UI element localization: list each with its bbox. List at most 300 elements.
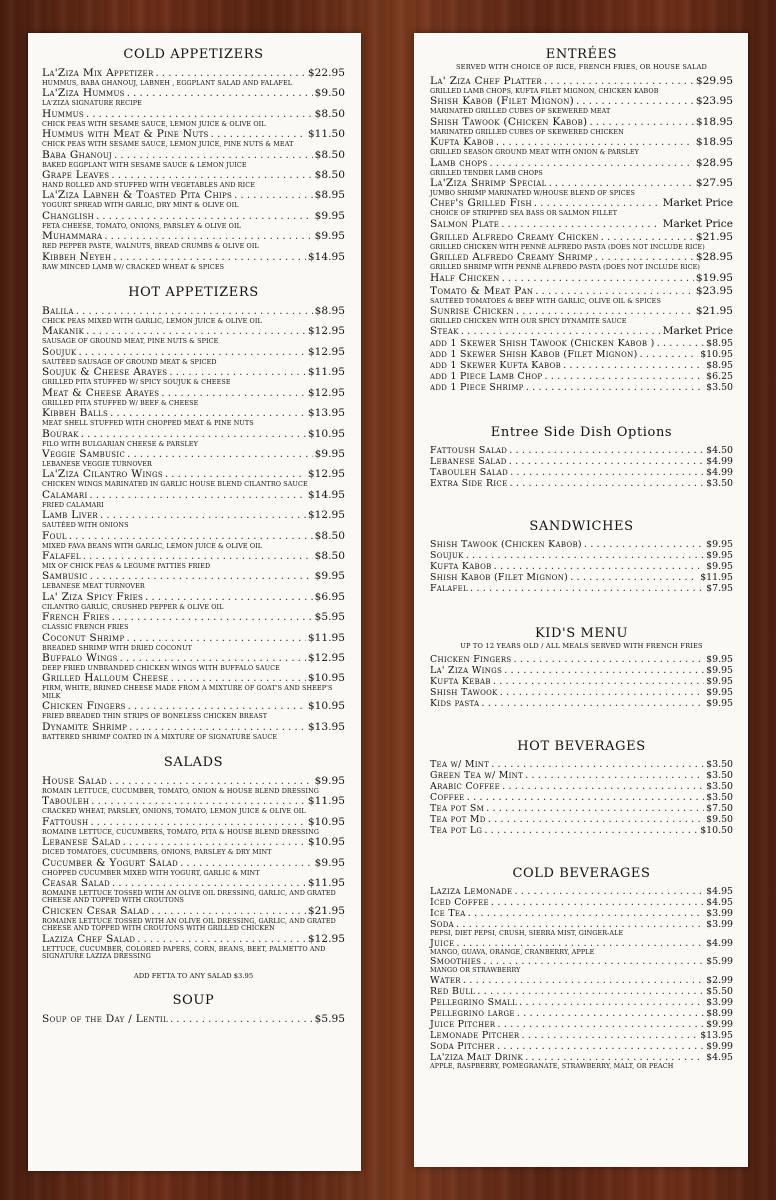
leader-dots: [502, 273, 694, 285]
section-soup: [42, 993, 345, 1026]
item-price: $9.50: [706, 814, 733, 826]
item-price: $5.50: [706, 985, 733, 997]
menu-item-row: [430, 975, 733, 986]
leader-dots: [502, 781, 704, 792]
item-name: Veggie Sambusic: [42, 447, 126, 460]
menu-item-fattoush-salad: [430, 445, 733, 456]
menu-item-grilled-halloum-cheese: [42, 672, 345, 700]
menu-item-sambusic: [42, 570, 345, 590]
leader-dots: [509, 445, 704, 456]
item-price: $3.50: [706, 770, 733, 782]
item-price: $9.50: [314, 87, 345, 100]
menu-item-foul: [42, 530, 345, 550]
item-name: Arabic Coffee: [430, 781, 501, 793]
leader-dots: [526, 382, 704, 393]
item-name: Salmon Plate: [430, 217, 500, 230]
menu-item-kufta-kebab: [430, 676, 733, 687]
menu-item-juice-pitcher: [430, 1019, 733, 1030]
menu-item-calamari: [42, 489, 345, 509]
item-name: Extra Side Rice: [430, 478, 508, 490]
item-name: Balila: [42, 305, 74, 318]
item-name: Tabouleh Salad: [430, 467, 509, 479]
item-name: La'Ziza Mix Appetizer: [42, 67, 154, 79]
leader-dots: [461, 326, 661, 338]
item-price: $4.95: [706, 897, 733, 909]
menu-item-falafel: [430, 583, 733, 594]
item-price: $8.95: [314, 305, 345, 318]
item-price: $11.95: [307, 795, 345, 808]
leader-dots: [481, 698, 704, 709]
item-description: RED PEPPER PASTE, WALNUTS, BREAD CRUMBS & OLIVE OIL: [42, 242, 259, 251]
item-price: $9.95: [706, 550, 733, 562]
menu-item-shish-tawook-chicken-kabob: [430, 116, 733, 136]
menu-item-makanik: [42, 325, 345, 345]
leader-dots: [489, 158, 693, 170]
menu-item-row: [430, 825, 733, 836]
menu-item-buffalo-wings: [42, 652, 345, 672]
item-description: APPLE, RASPBERRY, POMEGRANATE, STRAWBERRY, MALT, OR PEACH: [430, 1061, 674, 1070]
item-price: $4.50: [706, 445, 733, 457]
item-price: $9.95: [314, 447, 345, 460]
menu-item-row: [430, 231, 733, 244]
item-price: $10.50: [700, 825, 733, 837]
menu-item-add-1-piece-shrimp: [430, 382, 733, 393]
item-description: ROMAINE LETTUCE TOSSED WITH AN OLIVE OIL DRESSING, GARLIC, AND GRATED CHEESE AND TOPPED WITH CROUTONS: [42, 889, 336, 905]
menu-item-chicken-fingers: [430, 654, 733, 665]
item-name: Half Chicken: [430, 271, 500, 284]
item-name: Cucumber & Yogurt Salad: [42, 856, 179, 869]
menu-item-row: [42, 816, 345, 829]
menu-item-lemonade-pitcher: [430, 1030, 733, 1041]
item-price: $18.95: [695, 136, 733, 149]
item-price: Market Price: [662, 325, 733, 338]
menu-item-la-ziza-shrimp-special: [430, 177, 733, 197]
item-list: [430, 654, 733, 709]
item-name: Green Tea w/ Mint: [430, 770, 524, 782]
item-price: $14.95: [307, 250, 345, 263]
item-description: MEAT SHELL STUFFED WITH CHOPPED MEAT & PINE NUTS: [42, 419, 254, 428]
menu-item-row: [430, 803, 733, 814]
item-price: $12.95: [307, 651, 345, 664]
item-description: CHICKEN WINGS MARINATED IN GARLIC HOUSE BLEND CILANTRO SAUCE: [42, 480, 308, 489]
item-price: $11.95: [307, 877, 345, 890]
item-price: $9.95: [314, 570, 345, 583]
menu-item-falafel: [42, 550, 345, 570]
section-title: Entree Side Dish Options: [490, 425, 673, 441]
menu-item-row: [430, 478, 733, 489]
menu-item-row: [430, 285, 733, 298]
menu-item-chicken-fingers: [42, 700, 345, 720]
menu-item-kids-pasta: [430, 698, 733, 709]
menu-item-row: [430, 116, 733, 129]
menu-item-grilled-alfredo-creamy-chicken: [430, 231, 733, 251]
leader-dots: [234, 190, 313, 202]
item-name: La'Ziza Shrimp Special: [430, 177, 547, 190]
menu-item-row: [42, 857, 345, 870]
item-description: SAUTÉED WITH ONIONS: [42, 521, 129, 530]
item-price: $9.95: [314, 209, 345, 222]
menu-item-row: [430, 456, 733, 467]
item-description: LETTUCE, CUCUMBER, COLORED PAPERS, CORN, BEANS, BEET, PALMETTO AND SIGNATURE LAZIZA DRESSING: [42, 944, 326, 961]
item-price: $9.95: [706, 539, 733, 551]
menu-item-row: [430, 539, 733, 550]
leader-dots: [180, 858, 313, 870]
item-name: Shish Kabob (Filet Mignon): [430, 572, 569, 584]
item-name: Fattoush Salad: [430, 445, 508, 457]
menu-item-coconut-shrimp: [42, 632, 345, 652]
item-description: MANGO OR STRAWBERRY: [430, 966, 521, 975]
item-price: $13.95: [307, 407, 345, 420]
leader-dots: [113, 252, 306, 264]
item-name: Water: [430, 974, 461, 986]
item-name: Shish Tawook: [430, 687, 498, 699]
item-price: $4.99: [706, 456, 733, 468]
menu-item-soujuk-cheese-arayes: [42, 366, 345, 386]
item-price: $12.95: [307, 932, 345, 945]
item-description: GRILLED SEASON GROUND MEAT WITH ONION & PARSLEY: [430, 148, 639, 157]
menu-item-row: [430, 886, 733, 897]
item-description: JUMBO SHRIMP MARINATED W/HOUSE BLEND OF SPICES: [430, 189, 635, 198]
item-name: Calamari: [42, 488, 88, 501]
item-name: add 1 Skewer Kufta Kabob: [430, 360, 562, 372]
menu-item-row: [430, 583, 733, 594]
item-price: $10.95: [307, 672, 345, 685]
item-price: $9.95: [314, 856, 345, 869]
leader-dots: [100, 510, 306, 522]
menu-item-row: [430, 338, 733, 349]
menu-item-soda-pitcher: [430, 1041, 733, 1052]
item-name: Kufta Kabob: [430, 561, 492, 573]
menu-item-row: [42, 387, 345, 400]
menu-item-arabic-coffee: [430, 781, 733, 792]
menu-item-row: [430, 349, 733, 360]
item-price: $3.50: [706, 781, 733, 793]
item-list: [430, 539, 733, 594]
leader-dots: [657, 338, 705, 349]
item-price: $13.95: [700, 1029, 733, 1041]
item-price: $12.95: [307, 325, 345, 338]
item-name: Muhammara: [42, 230, 103, 243]
section-hot-beverages: [430, 739, 733, 836]
menu-item-tabouleh: [42, 795, 345, 815]
leader-dots: [81, 429, 306, 441]
item-name: Laziza Chef Salad: [42, 932, 136, 945]
menu-item-kufta-kabob: [430, 136, 733, 156]
menu-item-la-ziza-hummus: [42, 87, 345, 107]
menu-item-balila: [42, 305, 345, 325]
menu-item-row: [430, 561, 733, 572]
item-description: RAW MINCED LAMB W/ CRACKED WHEAT & SPICES: [42, 262, 225, 271]
section-sandwiches: [430, 519, 733, 594]
item-description: HUMMUS, BABA GHANOUJ, LABNEH , EGGPLANT SALAD AND FALAFEL: [42, 79, 293, 87]
menu-item-la-ziza-chef-platter: [430, 75, 733, 95]
menu-item-pellegrino-small: [430, 997, 733, 1008]
item-price: $27.95: [695, 177, 733, 190]
item-description: LEBANESE MEAT TURNOVER: [42, 582, 145, 591]
leader-dots: [161, 388, 306, 400]
item-price: $21.95: [695, 305, 733, 318]
leader-dots: [504, 665, 704, 676]
item-description: FIRM, WHITE, BRINED CHEESE MADE FROM A MIXTURE OF GOAT'S AND SHEEP'S MILK: [42, 684, 333, 700]
menu-item-row: [430, 550, 733, 561]
menu-item-red-bull: [430, 986, 733, 997]
item-price: $13.95: [307, 720, 345, 733]
menu-item-row: [42, 632, 345, 645]
menu-item-row: [430, 325, 733, 338]
menu-item-laziza-lemonade: [430, 886, 733, 897]
item-name: Tea pot Sm: [430, 803, 485, 815]
item-description: CHOPPED CUCUMBER MIXED WITH YOGURT, GARLIC & MINT: [42, 868, 260, 877]
item-description: CRACKED WHEAT, PARSLEY, ONIONS, TOMATO, LEMON JUICE & OLIVE OIL: [42, 807, 306, 816]
item-price: $3.50: [706, 478, 733, 490]
item-name: Meat & Cheese Arayes: [42, 386, 160, 399]
menu-item-chicken-cesar-salad: [42, 905, 345, 933]
menu-item-muhammara: [42, 230, 345, 250]
item-description: CHICK PEAS WITH SESAME SAUCE, LEMON JUICE, PINE NUTS & MEAT: [42, 140, 294, 149]
section-entrees: [430, 47, 733, 393]
leader-dots: [114, 150, 313, 162]
item-list: [42, 775, 345, 960]
menu-item-row: [430, 572, 733, 583]
menu-item-laziza-chef-salad: [42, 933, 345, 961]
menu-item-row: [430, 676, 733, 687]
item-name: Shish Tawook (Chicken Kabob): [430, 115, 588, 128]
item-name: Coconut Shrimp: [42, 631, 125, 644]
item-price: $14.95: [307, 488, 345, 501]
item-name: Juice: [430, 937, 455, 949]
item-description: MARINATED GRILLED CUBES OF SKEWERED MEAT: [430, 107, 611, 116]
menu-item-row: [430, 997, 733, 1008]
section-cold-appetizers: [42, 47, 345, 271]
menu-item-row: [430, 157, 733, 170]
menu-item-row: [42, 210, 345, 223]
leader-dots: [145, 592, 313, 604]
section-title: ENTRÉES: [545, 47, 618, 62]
item-description: BAKED EGGPLANT WITH SESAME SAUCE & LEMON JUICE: [42, 160, 247, 169]
section-title: SOUP: [172, 993, 215, 1009]
menu-item-row: [42, 489, 345, 502]
menu-item-row: [430, 445, 733, 456]
item-list: [430, 886, 733, 1070]
leader-dots: [90, 817, 305, 829]
menu-item-dynamite-shrimp: [42, 721, 345, 741]
leader-dots: [477, 986, 704, 997]
menu-item-soup-of-the-day-lentil: [42, 1013, 345, 1026]
leader-dots: [467, 792, 705, 803]
menu-item-juice: [430, 938, 733, 956]
item-name: Dynamite Shrimp: [42, 720, 128, 733]
item-price: $8.50: [314, 148, 345, 161]
item-name: Lamb chops: [430, 156, 488, 169]
item-name: Grilled Alfredo Creamy Shrimp: [430, 251, 593, 264]
menu-item-la-ziza-spicy-fries: [42, 591, 345, 611]
item-name: Grilled Halloum Cheese: [42, 672, 169, 685]
item-name: Steak: [430, 325, 459, 338]
leader-dots: [500, 687, 704, 698]
menu-item-bourak: [42, 428, 345, 448]
item-name: Kids pasta: [430, 698, 480, 710]
item-description: CLASSIC FRENCH FRIES: [42, 623, 129, 632]
leader-dots: [112, 612, 313, 624]
item-description: ROMAINE LETTUCE TOSSED WITH AN OLIVE OIL DRESSING, GARLIC, AND GRATED CHEESE AND TOPPED WITH CROUTONS WITH GRILLED CHICKEN: [42, 916, 336, 933]
menu-item-row: [42, 591, 345, 604]
item-name: Tea w/ Mint: [430, 759, 490, 771]
item-description: CHICK PEAS MIXED WITH GARLIC, LEMON JUICE & OLIVE OIL: [42, 317, 262, 326]
menu-item-house-salad: [42, 775, 345, 795]
menu-item-row: [42, 905, 345, 918]
item-price: $8.50: [314, 169, 345, 182]
section-kids-menu: [430, 626, 733, 709]
item-description: DICED TOMATOES, CUCUMBERS, ONIONS, PARSLEY & DRY MINT: [42, 848, 272, 857]
section-note: ADD FETTA TO ANY SALAD $3.95: [133, 972, 254, 981]
item-name: Iced Coffee: [430, 897, 489, 909]
menu-item-water: [430, 975, 733, 986]
leader-dots: [466, 550, 705, 561]
item-description: GRILLED CHICKEN WITH OUR SPICY DYNAMITE SAUCE: [430, 317, 627, 326]
item-list: [42, 305, 345, 741]
leader-dots: [90, 490, 306, 502]
menu-item-tea-w-mint: [430, 759, 733, 770]
menu-item-sunrise-chicken: [430, 305, 733, 325]
menu-item-soujuk: [42, 346, 345, 366]
item-price: $9.95: [706, 698, 733, 710]
item-name: add 1 Skewer Shish Kabob (Filet Mignon): [430, 349, 638, 361]
menu-item-hummus: [42, 108, 345, 128]
item-price: $9.99: [706, 1040, 733, 1052]
item-name: Hummus with Meat & Pine Nuts: [42, 128, 209, 141]
item-price: $8.99: [706, 1007, 733, 1019]
leader-dots: [468, 908, 704, 919]
leader-dots: [463, 975, 704, 986]
menu-item-shish-tawook: [430, 687, 733, 698]
menu-item-smoothies: [430, 956, 733, 974]
item-price: $8.50: [314, 529, 345, 542]
item-description: BREADED SHRIMP WITH DRIED COCONUT: [42, 643, 192, 652]
item-description: GRILLED PITA STUFFED W/ BEEF & CHEESE: [42, 398, 199, 407]
item-name: Buffalo Wings: [42, 651, 118, 664]
menu-item-kufta-kabob: [430, 561, 733, 572]
item-name: Shish Kabob (Filet Mignon): [430, 95, 575, 108]
menu-item-la-ziza-mix-appetizer: [42, 67, 345, 87]
menu-item-row: [430, 698, 733, 709]
item-name: Lamb Liver: [42, 509, 99, 522]
leader-dots: [517, 1008, 704, 1019]
item-description: GRILLED LAMB CHOPS, KUFTA FILET MIGNON, CHICKEN KABOB: [430, 87, 659, 95]
item-name: Hummus: [42, 107, 84, 120]
item-list: [430, 445, 733, 489]
section-title: SALADS: [163, 755, 224, 770]
menu-item-row: [42, 1013, 345, 1026]
item-name: Chef's Grilled Fish: [430, 197, 532, 210]
item-description: PEPSI, DIET PEPSI, CRUSH, SIERRA MIST, GINGER-ALE: [430, 929, 624, 938]
leader-dots: [494, 561, 705, 572]
menu-item-row: [430, 371, 733, 382]
menu-item-meat-cheese-arayes: [42, 387, 345, 407]
menu-item-row: [430, 792, 733, 803]
item-name: House Salad: [42, 775, 108, 787]
menu-item-row: [430, 1008, 733, 1019]
menu-item-la-ziza-labneh-toasted-pita-chips: [42, 189, 345, 209]
item-name: Red Bull: [430, 985, 476, 997]
menu-item-row: [430, 781, 733, 792]
menu-item-row: [42, 721, 345, 734]
item-price: $3.50: [706, 792, 733, 804]
menu-item-grape-leaves: [42, 169, 345, 189]
item-description: BATTERED SHRIMP COATED IN A MIXTURE OF SIGNATURE SAUCE: [42, 732, 278, 741]
item-description: CHOICE OF STRIPPED SEA BASS OR SALMON FILLET: [430, 209, 618, 218]
leader-dots: [170, 1014, 313, 1026]
menu-item-salmon-plate: [430, 218, 733, 231]
leader-dots: [519, 997, 704, 1008]
item-name: Changlish: [42, 209, 94, 222]
leader-dots: [563, 360, 704, 371]
section-subtitle: SERVED WITH CHOICE OF RICE, FRENCH FRIES, OR HOUSE SALAD: [455, 63, 708, 71]
section-salads: [42, 755, 345, 981]
leader-dots: [470, 583, 704, 594]
item-price: $10.95: [307, 700, 345, 713]
item-price: $7.50: [706, 803, 733, 815]
item-name: Sambusic: [42, 570, 88, 583]
menu-item-row: [430, 759, 733, 770]
item-description: CHICK PEAS WITH SESAME SAUCE, LEMON JUICE & OLIVE OIL: [42, 119, 266, 128]
item-description: SAUTÉED SAUSAGE OF GROUND MEAT & SPICED: [42, 357, 217, 366]
menu-item-cucumber-yogurt-salad: [42, 857, 345, 877]
menu-item-chef-s-grilled-fish: [430, 197, 733, 217]
menu-item-row: [430, 687, 733, 698]
item-list: [430, 759, 733, 836]
menu-item-row: [430, 218, 733, 231]
item-price: $2.99: [706, 974, 733, 986]
item-price: Market Price: [662, 197, 733, 210]
item-name: Smoothies: [430, 956, 482, 968]
item-price: $18.95: [695, 115, 733, 128]
item-name: Shish Tawook (Chicken Kabob): [430, 539, 582, 551]
menu-item-coffee: [430, 792, 733, 803]
menu-item-lamb-chops: [430, 157, 733, 177]
item-description: FRIED BREADED THIN STRIPS OF BONELESS CHICKEN BREAST: [42, 712, 268, 721]
leader-dots: [493, 676, 704, 687]
menu-item-row: [430, 1019, 733, 1030]
item-price: Market Price: [662, 217, 733, 230]
menu-item-hummus-with-meat-pine-nuts: [42, 128, 345, 148]
item-price: $9.95: [706, 676, 733, 688]
menu-item-grilled-alfredo-creamy-shrimp: [430, 251, 733, 271]
leader-dots: [535, 286, 694, 298]
menu-item-iced-coffee: [430, 897, 733, 908]
section-cold-beverages: [430, 866, 733, 1070]
item-price: $8.95: [706, 338, 733, 350]
item-price: $11.95: [700, 572, 733, 584]
menu-item-row: [430, 360, 733, 371]
item-description: MIX OF CHICK PEAS & LEGUME PATTIES FRIED: [42, 561, 211, 570]
menu-item-row: [430, 467, 733, 478]
menu-item-row: [42, 346, 345, 359]
item-price: $10.95: [700, 349, 733, 361]
leader-dots: [514, 886, 704, 897]
menu-item-extra-side-rice: [430, 478, 733, 489]
menu-item-row: [42, 149, 345, 162]
menu-item-row: [430, 1041, 733, 1052]
menu-item-row: [430, 770, 733, 781]
item-description: LEBANESE VEGGIE TURNOVER: [42, 459, 152, 468]
item-list: [42, 1013, 345, 1026]
menu-item-add-1-skewer-shish-kabob-filet-mignon: [430, 349, 733, 360]
menu-item-shish-kabob-filet-mignon: [430, 95, 733, 115]
section-title: COLD BEVERAGES: [512, 866, 651, 882]
item-name: Ice Tea: [430, 908, 466, 920]
menu-item-row: [42, 448, 345, 461]
leader-dots: [127, 88, 313, 100]
